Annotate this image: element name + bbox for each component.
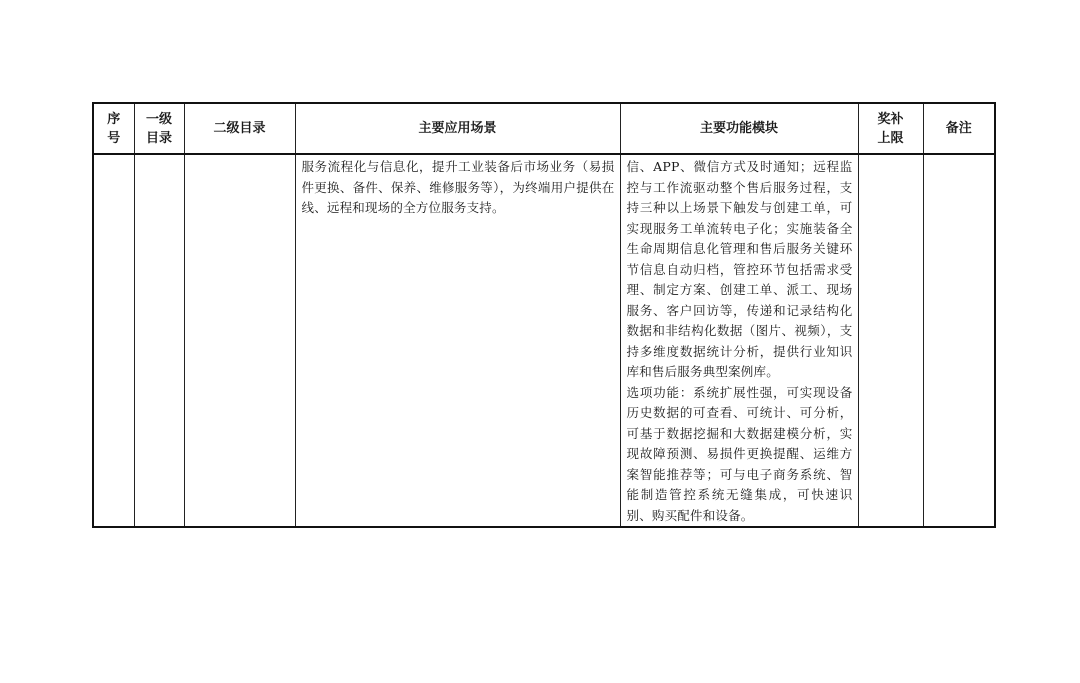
- catalog-table: [92, 102, 996, 528]
- cell-subsidy: [858, 154, 923, 527]
- cell-level1: [134, 154, 184, 527]
- modules-text: [621, 155, 858, 526]
- header-level1: [134, 103, 184, 154]
- header-seq-line2: 号: [107, 130, 121, 146]
- header-remarks: 备注: [923, 103, 995, 154]
- header-subsidy-line1: 奖补: [877, 111, 904, 127]
- header-level2: 二级目录: [184, 103, 295, 154]
- cell-modules: [620, 154, 858, 527]
- cell-seq: [93, 154, 134, 527]
- scenario-text: 服务流程化与信息化，提升工业装备后市场业务（易损件更换、备件、保养、维修服务等），为终端用户提供在线、远程和现场的全方位服务支持。: [301, 159, 615, 215]
- cell-scenario: [295, 154, 620, 527]
- header-row: [93, 103, 995, 154]
- header-subsidy-line2: 上限: [877, 130, 904, 146]
- header-level1-line1: 一级: [145, 111, 172, 127]
- header-seq: [93, 103, 134, 154]
- header-modules: 主要功能模块: [620, 103, 858, 154]
- header-subsidy: [858, 103, 923, 154]
- modules-paragraph-1: 信、APP、微信方式及时通知；远程监控与工作流驱动整个售后服务过程，支持三种以上场景下触发与创建工单，可实现服务工单流转电子化；实施装备全生命周期信息化管理和售后服务关键环节信息自动归档，管控环节包括需求受理、制定方案、创建工单、派工、现场服务、客户回访等，传递和记录结构化数据和非结构化数据（图片、视频），支持多维度数据统计分析，提供行业知识库和售后服务典型案例库。: [626, 159, 853, 379]
- header-scenario: 主要应用场景: [295, 103, 620, 154]
- table-row: [93, 154, 995, 527]
- modules-paragraph-2: 选项功能：系统扩展性强，可实现设备历史数据的可查看、可统计、可分析，可基于数据挖掘和大数据建模分析，实现故障预测、易损件更换提醒、运维方案智能推荐等；可与电子商务系统、智能制造管控系统无缝集成，可快速识别、购买配件和设备。: [626, 384, 853, 523]
- header-seq-line1: 序: [107, 111, 121, 127]
- cell-level2: [184, 154, 295, 527]
- cell-remarks: [923, 154, 995, 527]
- header-level1-line2: 目录: [145, 130, 172, 146]
